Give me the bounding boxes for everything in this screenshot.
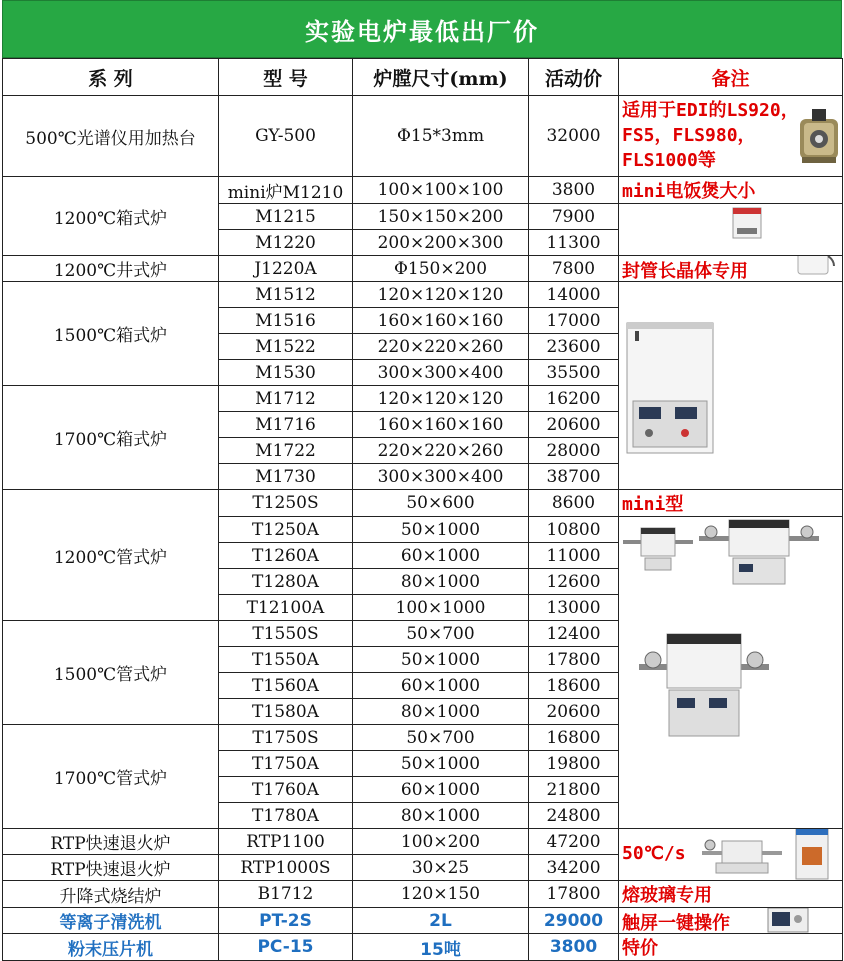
- price-cell: 17800: [529, 647, 619, 673]
- price-cell: 7900: [529, 204, 619, 230]
- note-cell: [619, 908, 843, 934]
- tube-furnace-image: [623, 524, 693, 574]
- series-cell: 等离子清洗机: [3, 908, 219, 934]
- series-cell: 1200℃井式炉: [3, 256, 219, 282]
- size-cell: 60×1000: [353, 543, 529, 569]
- price-cell: 18600: [529, 673, 619, 699]
- model-cell: B1712: [219, 881, 353, 908]
- note-image-cell: [619, 204, 843, 256]
- price-cell: 3800: [529, 934, 619, 961]
- size-cell: 160×160×160: [353, 412, 529, 438]
- price-cell: 11300: [529, 230, 619, 256]
- size-cell: 80×1000: [353, 569, 529, 595]
- model-cell: T1250A: [219, 517, 353, 543]
- size-cell: 50×700: [353, 621, 529, 647]
- price-cell: 23600: [529, 334, 619, 360]
- price-cell: 20600: [529, 412, 619, 438]
- price-cell: 14000: [529, 282, 619, 308]
- size-cell: 160×160×160: [353, 308, 529, 334]
- size-cell: 100×200: [353, 829, 529, 855]
- note-text: 50℃/s: [622, 843, 686, 864]
- model-cell: M1722: [219, 438, 353, 464]
- model-cell: mini炉M1210: [219, 177, 353, 204]
- series-cell: 1500℃管式炉: [3, 621, 219, 725]
- model-cell: M1716: [219, 412, 353, 438]
- model-cell: T1550S: [219, 621, 353, 647]
- series-cell: 1500℃箱式炉: [3, 282, 219, 386]
- size-cell: 60×1000: [353, 777, 529, 803]
- size-cell: 50×600: [353, 490, 529, 517]
- size-cell: 300×300×400: [353, 360, 529, 386]
- size-cell: 120×150: [353, 881, 529, 908]
- price-cell: 12400: [529, 621, 619, 647]
- model-cell: RTP1000S: [219, 855, 353, 881]
- series-cell: 1700℃管式炉: [3, 725, 219, 829]
- price-sheet: [2, 0, 842, 958]
- size-cell: 120×120×120: [353, 386, 529, 412]
- tube-furnace-image: [639, 630, 769, 740]
- model-cell: T1260A: [219, 543, 353, 569]
- header-size: 炉膛尺寸(mm): [353, 59, 529, 96]
- model-cell: T12100A: [219, 595, 353, 621]
- table-row: [3, 908, 843, 934]
- well-furnace-image: [792, 256, 836, 279]
- model-cell: T1760A: [219, 777, 353, 803]
- model-cell: T1560A: [219, 673, 353, 699]
- model-cell: M1215: [219, 204, 353, 230]
- model-cell: T1280A: [219, 569, 353, 595]
- price-cell: 8600: [529, 490, 619, 517]
- model-cell: T1750S: [219, 725, 353, 751]
- price-cell: 12600: [529, 569, 619, 595]
- table-row: [3, 490, 843, 517]
- header-note: 备注: [619, 59, 843, 96]
- series-cell: RTP快速退火炉: [3, 855, 219, 881]
- note-cell: mini型: [619, 490, 843, 517]
- note-image-cell: [619, 282, 843, 490]
- model-cell: T1780A: [219, 803, 353, 829]
- model-cell: PC-15: [219, 934, 353, 961]
- price-cell: 11000: [529, 543, 619, 569]
- price-cell: 16800: [529, 725, 619, 751]
- size-cell: 50×1000: [353, 517, 529, 543]
- model-cell: PT-2S: [219, 908, 353, 934]
- model-cell: M1516: [219, 308, 353, 334]
- model-cell: M1522: [219, 334, 353, 360]
- series-cell: 1200℃箱式炉: [3, 177, 219, 256]
- size-cell: 50×1000: [353, 751, 529, 777]
- model-cell: RTP1100: [219, 829, 353, 855]
- size-cell: 15吨: [353, 934, 529, 961]
- model-cell: M1220: [219, 230, 353, 256]
- series-cell: 1200℃管式炉: [3, 490, 219, 621]
- model-cell: T1750A: [219, 751, 353, 777]
- plasma-cleaner-image: [766, 908, 810, 934]
- table-row: [3, 282, 843, 308]
- price-cell: 17000: [529, 308, 619, 334]
- series-cell: 1700℃箱式炉: [3, 386, 219, 490]
- series-cell: RTP快速退火炉: [3, 829, 219, 855]
- price-cell: 47200: [529, 829, 619, 855]
- price-cell: 7800: [529, 256, 619, 282]
- table-row: [3, 881, 843, 908]
- table-row: [3, 177, 843, 204]
- size-cell: 60×1000: [353, 673, 529, 699]
- model-cell: M1730: [219, 464, 353, 490]
- note-cell: [619, 829, 843, 881]
- table-row: [3, 829, 843, 855]
- price-cell: 20600: [529, 699, 619, 725]
- size-cell: Φ15*3mm: [353, 96, 529, 177]
- muffle-furnace-image: [625, 321, 715, 455]
- price-cell: 17800: [529, 881, 619, 908]
- model-cell: M1512: [219, 282, 353, 308]
- size-cell: 30×25: [353, 855, 529, 881]
- price-cell: 21800: [529, 777, 619, 803]
- series-cell: 粉末压片机: [3, 934, 219, 961]
- price-cell: 16200: [529, 386, 619, 412]
- model-cell: T1250S: [219, 490, 353, 517]
- series-cell: 500℃光谱仪用加热台: [3, 96, 219, 177]
- size-cell: 50×1000: [353, 647, 529, 673]
- size-cell: 120×120×120: [353, 282, 529, 308]
- price-cell: 34200: [529, 855, 619, 881]
- note-image-cell: [619, 517, 843, 829]
- note-cell: mini电饭煲大小: [619, 177, 843, 204]
- size-cell: 220×220×260: [353, 438, 529, 464]
- table-row: [3, 256, 843, 282]
- model-cell: T1550A: [219, 647, 353, 673]
- note-text: 适用于EDI的LS920，FS5，FLS980，FLS1000等: [622, 100, 799, 171]
- size-cell: 150×150×200: [353, 204, 529, 230]
- price-cell: 3800: [529, 177, 619, 204]
- price-cell: 10800: [529, 517, 619, 543]
- size-cell: 200×200×300: [353, 230, 529, 256]
- header-price: 活动价: [529, 59, 619, 96]
- size-cell: 2L: [353, 908, 529, 934]
- note-text: 触屏一键操作: [622, 913, 730, 934]
- rtp-furnace-image: [702, 831, 782, 875]
- size-cell: 80×1000: [353, 803, 529, 829]
- size-cell: 100×100×100: [353, 177, 529, 204]
- note-cell: [619, 256, 843, 282]
- series-cell: 升降式烧结炉: [3, 881, 219, 908]
- model-cell: M1530: [219, 360, 353, 386]
- box-furnace-image: [731, 206, 763, 240]
- size-cell: 50×700: [353, 725, 529, 751]
- price-cell: 19800: [529, 751, 619, 777]
- model-cell: J1220A: [219, 256, 353, 282]
- note-cell: 熔玻璃专用: [619, 881, 843, 908]
- rtp-furnace-image: [792, 829, 832, 881]
- table-row: [3, 934, 843, 961]
- model-cell: M1712: [219, 386, 353, 412]
- size-cell: 220×220×260: [353, 334, 529, 360]
- note-cell: 特价: [619, 934, 843, 961]
- tube-furnace-image: [699, 518, 819, 588]
- note-text: 封管长晶体专用: [622, 261, 748, 282]
- size-cell: 300×300×400: [353, 464, 529, 490]
- price-cell: 13000: [529, 595, 619, 621]
- price-table: [2, 58, 843, 961]
- heater-stage-image: [796, 105, 842, 167]
- model-cell: GY-500: [219, 96, 353, 177]
- note-cell: [619, 96, 843, 177]
- model-cell: T1580A: [219, 699, 353, 725]
- table-row: [3, 96, 843, 177]
- price-cell: 28000: [529, 438, 619, 464]
- size-cell: 100×1000: [353, 595, 529, 621]
- price-cell: 38700: [529, 464, 619, 490]
- size-cell: Φ150×200: [353, 256, 529, 282]
- sheet-title: 实验电炉最低出厂价: [2, 0, 842, 58]
- header-row: [3, 59, 843, 96]
- header-model: 型 号: [219, 59, 353, 96]
- price-cell: 24800: [529, 803, 619, 829]
- header-series: 系 列: [3, 59, 219, 96]
- size-cell: 80×1000: [353, 699, 529, 725]
- price-cell: 29000: [529, 908, 619, 934]
- price-cell: 32000: [529, 96, 619, 177]
- price-cell: 35500: [529, 360, 619, 386]
